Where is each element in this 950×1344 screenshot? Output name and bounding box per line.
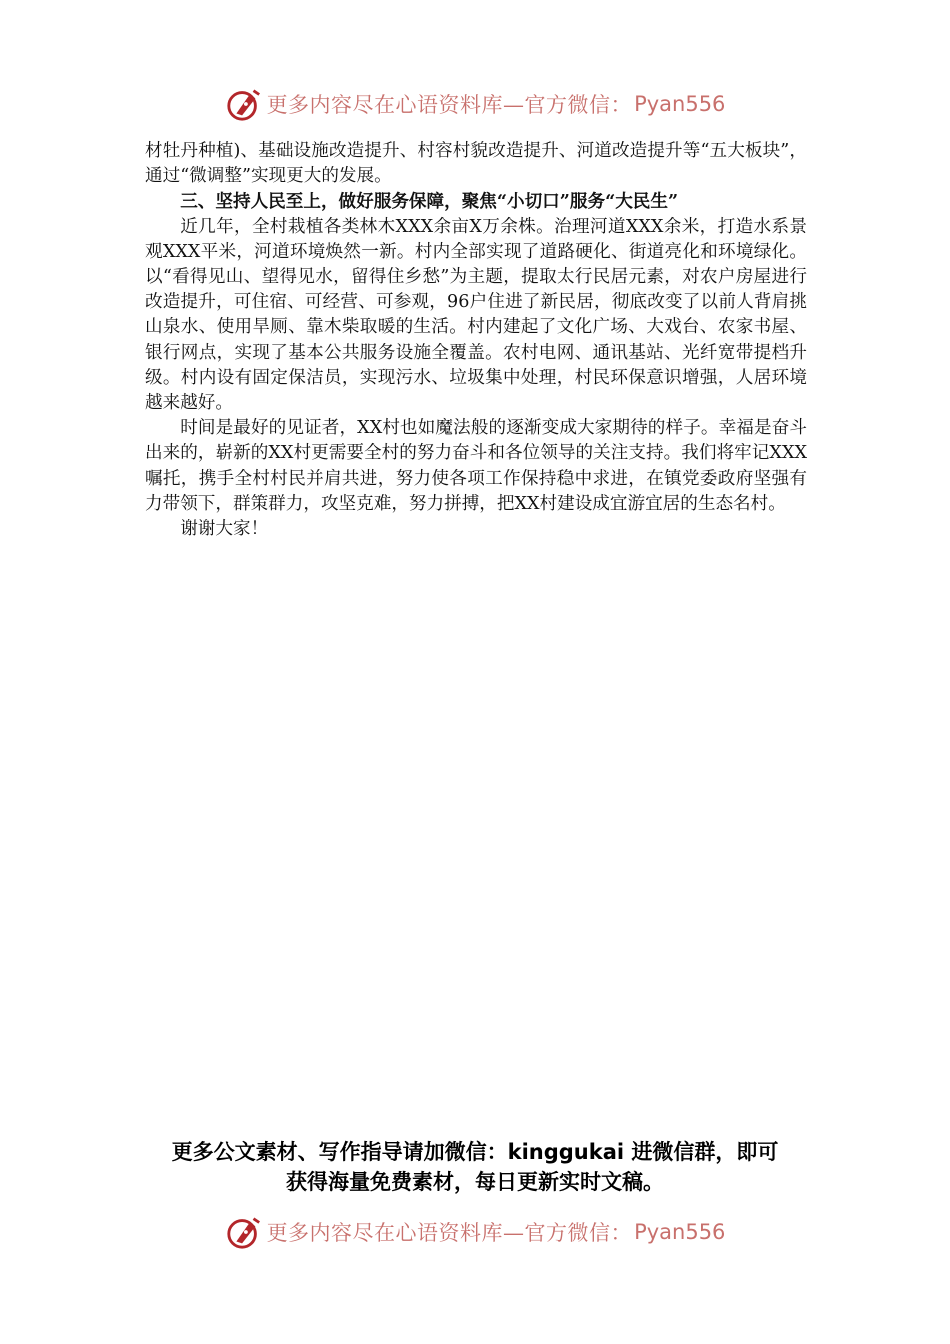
paragraph: 时间是最好的见证者，XX村也如魔法般的逐渐变成大家期待的样子。幸福是奋斗出来的，崭新的XX村更需要全村的努力奋斗和各位领导的关注支持。我们将牢记XXX嘱托，携手全村村民并肩共进，努力使各项工作保持稳中求进，在镇党委政府坚强有力带领下，群策群力，攻坚克难，努力拼搏，把XX村建设成宜游宜居的生态名村。 (145, 418, 807, 514)
footer-line: 获得海量免费素材，每日更新实时文稿。 (286, 1170, 664, 1194)
footer-line: 更多公文素材、写作指导请加微信：kinggukai 进微信群，即可 (171, 1140, 779, 1164)
footer-banner (0, 1210, 950, 1254)
pen-nib-logo-icon (225, 1213, 263, 1251)
paragraph: 材牡丹种植)、基础设施改造提升、村容村貌改造提升、河道改造提升等“五大板块”，通过“微调整”实现更大的发展。 (145, 141, 807, 187)
document-body (145, 139, 807, 542)
header-banner (0, 82, 950, 126)
banner-text: 更多内容尽在心语资料库—官方微信： (266, 1221, 633, 1245)
banner-wechat-id: Pyan556 (634, 92, 726, 116)
pen-nib-logo-icon (225, 85, 263, 123)
banner-wechat-id: Pyan556 (634, 1220, 726, 1244)
banner-text: 更多内容尽在心语资料库—官方微信： (266, 93, 633, 117)
footer-promo (0, 1137, 950, 1197)
paragraph: 近几年，全村栽植各类林木XXX余亩X万余株。治理河道XXX余米，打造水系景观XXX平米，河道环境焕然一新。村内全部实现了道路硬化、街道亮化和环境绿化。以“看得见山、望得见水，留得住乡愁”为主题，提取太行民居元素，对农户房屋进行改造提升，可住宿、可经营、可参观，96户住进了新民居，彻底改变了以前人背肩挑山泉水、使用旱厕、靠木柴取暖的生活。村内建起了文化广场、大戏台、农家书屋、银行网点，实现了基本公共服务设施全覆盖。农村电网、通讯基站、光纤宽带提档升级。村内设有固定保洁员，实现污水、垃圾集中处理，村民环保意识增强，人居环境越来越好。 (145, 216, 807, 414)
closing-line: 谢谢大家！ (180, 519, 269, 540)
section-heading: 三、坚持人民至上，做好服务保障，聚焦“小切口”服务“大民生” (180, 191, 679, 213)
